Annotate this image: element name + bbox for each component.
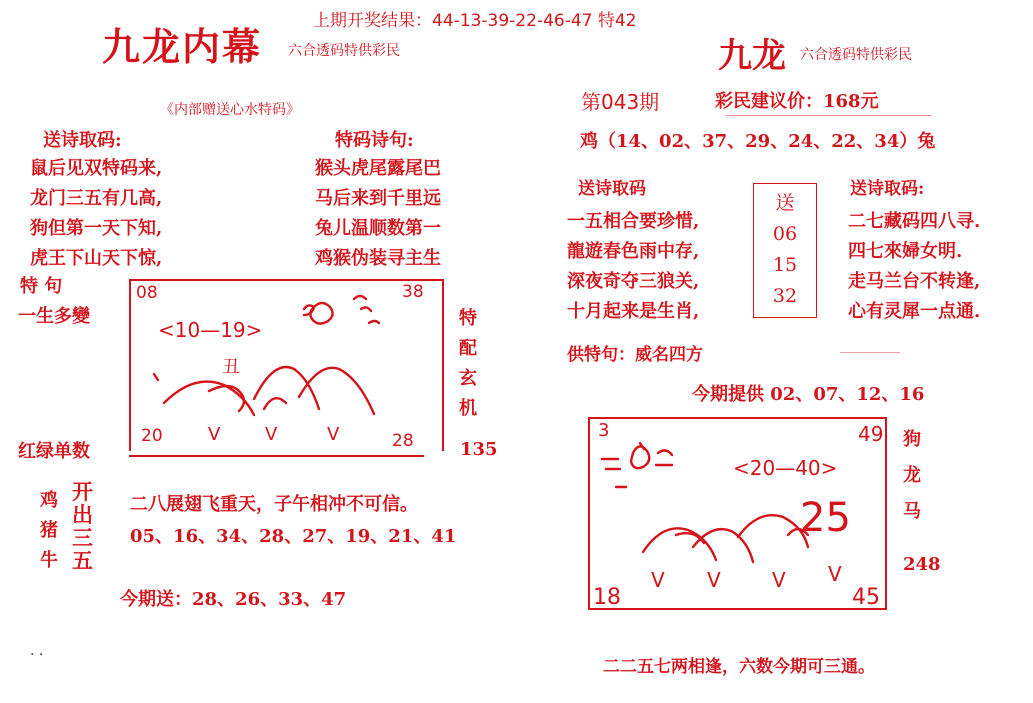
left-chart-br: 28 [392, 431, 414, 451]
right-chart-mark: V [651, 568, 665, 592]
right-chart-tl: 3 [598, 420, 610, 441]
dots: . . [30, 643, 44, 659]
wave-line [738, 515, 808, 547]
right-poem-right-lines [848, 207, 980, 327]
wave-line [299, 368, 374, 414]
poem-line: 十月起来是生肖, [567, 301, 700, 322]
poem-line: 猴头虎尾露尾巴 [315, 158, 441, 179]
te-ju-label: 特 句 [20, 276, 63, 297]
last-result: 上期开奖结果：44-13-39-22-46-47 特42 [313, 11, 637, 31]
right-poem-right-title: 送诗取码: [850, 179, 925, 199]
poem-line: 四七來婦女明. [848, 241, 963, 262]
right-chart-br: 45 [852, 585, 880, 610]
right-chart-mark: V [828, 562, 842, 586]
left-poem-right-lines [315, 154, 441, 274]
box-char: 15 [772, 254, 798, 276]
hongly-num: 135 [460, 439, 498, 460]
left-poem-right-title: 特码诗句: [335, 130, 414, 151]
poem-line: 虎王下山天下惊, [30, 248, 163, 269]
right-chart-big: 25 [800, 495, 851, 541]
wave-line [209, 386, 244, 411]
divider [840, 352, 900, 353]
wave-line [788, 529, 808, 535]
right-side-vertical [903, 422, 921, 530]
right-side-num: 248 [903, 554, 941, 575]
left-side-vertical [459, 304, 477, 424]
jinqi-song: 今期送：28、26、33、47 [120, 589, 347, 610]
kai-char: 出 [72, 502, 93, 527]
right-chart-drawing [588, 417, 883, 606]
left-chart-mid: 丑 [222, 357, 240, 378]
divider [726, 115, 931, 116]
poem-line: 深夜奇夺三狼关, [567, 271, 700, 292]
left-poem-title: 送诗取码: [43, 130, 122, 151]
poem-line: 马后来到千里远 [315, 188, 441, 209]
side-char: 机 [459, 398, 477, 419]
left-chart-drawing [129, 279, 440, 455]
poem-line: 鼠后见双特码来, [30, 158, 163, 179]
poem-line: 龙门三五有几高, [30, 188, 163, 209]
animal-char: 牛 [40, 550, 58, 571]
gong-te-ju: 供特句：威名四方 [567, 345, 703, 365]
inner-note: 《内部赠送心水特码》 [160, 102, 300, 118]
left-chart-tr: 38 [402, 282, 424, 302]
right-bottom-line: 二二五七两相逢，六数今期可三通。 [603, 657, 875, 677]
right-chart-mark: V [707, 568, 721, 592]
left-poem-line: 二八展翅飞重天，子午相冲不可信。 [130, 494, 418, 515]
ray-sketch [602, 443, 672, 487]
animal-char: 猪 [40, 520, 58, 541]
wave-line [154, 374, 158, 380]
right-subtitle: 六合透码特供彩民 [800, 47, 912, 63]
left-numbers-line: 05、16、34、28、27、19、21、41 [130, 526, 457, 547]
side-char: 特 [459, 308, 477, 329]
kai-char: 开 [72, 479, 93, 504]
period: 第043期 [581, 90, 660, 114]
right-poem-left-lines [567, 207, 699, 327]
ji-line: 鸡（14、02、37、29、24、22、34）兔 [580, 131, 936, 152]
poem-line: 兔儿温顺数第一 [315, 218, 441, 239]
poem-line: 心有灵犀一点通. [848, 301, 981, 322]
poem-line: 走马兰台不转逢, [848, 271, 981, 292]
animals-vertical [40, 486, 58, 576]
cloud-sketch [304, 305, 314, 315]
right-chart-range: <20—40> [733, 456, 838, 480]
te-ju-text: 一生多變 [18, 306, 90, 327]
left-chart-tl: 08 [136, 283, 158, 303]
side-char: 玄 [459, 368, 477, 389]
side-char: 配 [459, 338, 477, 359]
left-chart-range: <10—19> [158, 318, 263, 342]
box-char: 送 [775, 192, 795, 214]
poem-line: 龍遊春色雨中存, [567, 241, 700, 262]
kai-char: 五 [72, 548, 93, 573]
left-chart-mark: V [265, 424, 278, 445]
right-chart-tr: 49 [858, 422, 884, 446]
wave-line [264, 398, 286, 409]
animal-char: 鸡 [40, 490, 58, 511]
left-chart-bl: 20 [141, 426, 163, 446]
sun-sketch [631, 446, 649, 468]
cloud-sketch [354, 296, 379, 323]
left-chart-mark: V [208, 424, 221, 445]
box-char: 32 [772, 285, 798, 307]
right-chart-mark: V [772, 568, 786, 592]
wave-line [693, 529, 753, 562]
song-box [753, 183, 817, 318]
side-char: 马 [903, 501, 921, 522]
side-char: 龙 [903, 465, 921, 486]
side-char: 狗 [903, 429, 921, 450]
left-title: 九龙内幕 [102, 24, 263, 69]
kai-vertical [72, 480, 93, 572]
left-chart-mark: V [327, 424, 340, 445]
box-char: 06 [772, 223, 798, 245]
poem-line: 一五相合要珍惜, [567, 211, 700, 232]
hongly-label: 红绿单数 [18, 441, 90, 462]
suggest-price: 彩民建议价：168元 [715, 91, 879, 112]
jinqi-tigong: 今期提供 02、07、12、16 [692, 384, 925, 405]
left-poem-lines [30, 154, 162, 274]
right-title: 九龙 [718, 36, 786, 76]
poem-line: 二七藏码四八寻. [848, 211, 981, 232]
left-chart-baseline [129, 455, 424, 457]
poem-line: 狗但第一天下知, [30, 218, 163, 239]
left-subtitle: 六合透码特供彩民 [288, 43, 400, 59]
kai-char: 三 [72, 525, 93, 550]
right-poem-left-title: 送诗取码 [578, 179, 646, 199]
poem-line: 鸡猴伪装寻主生 [315, 248, 441, 269]
right-chart-bl: 18 [593, 585, 621, 610]
